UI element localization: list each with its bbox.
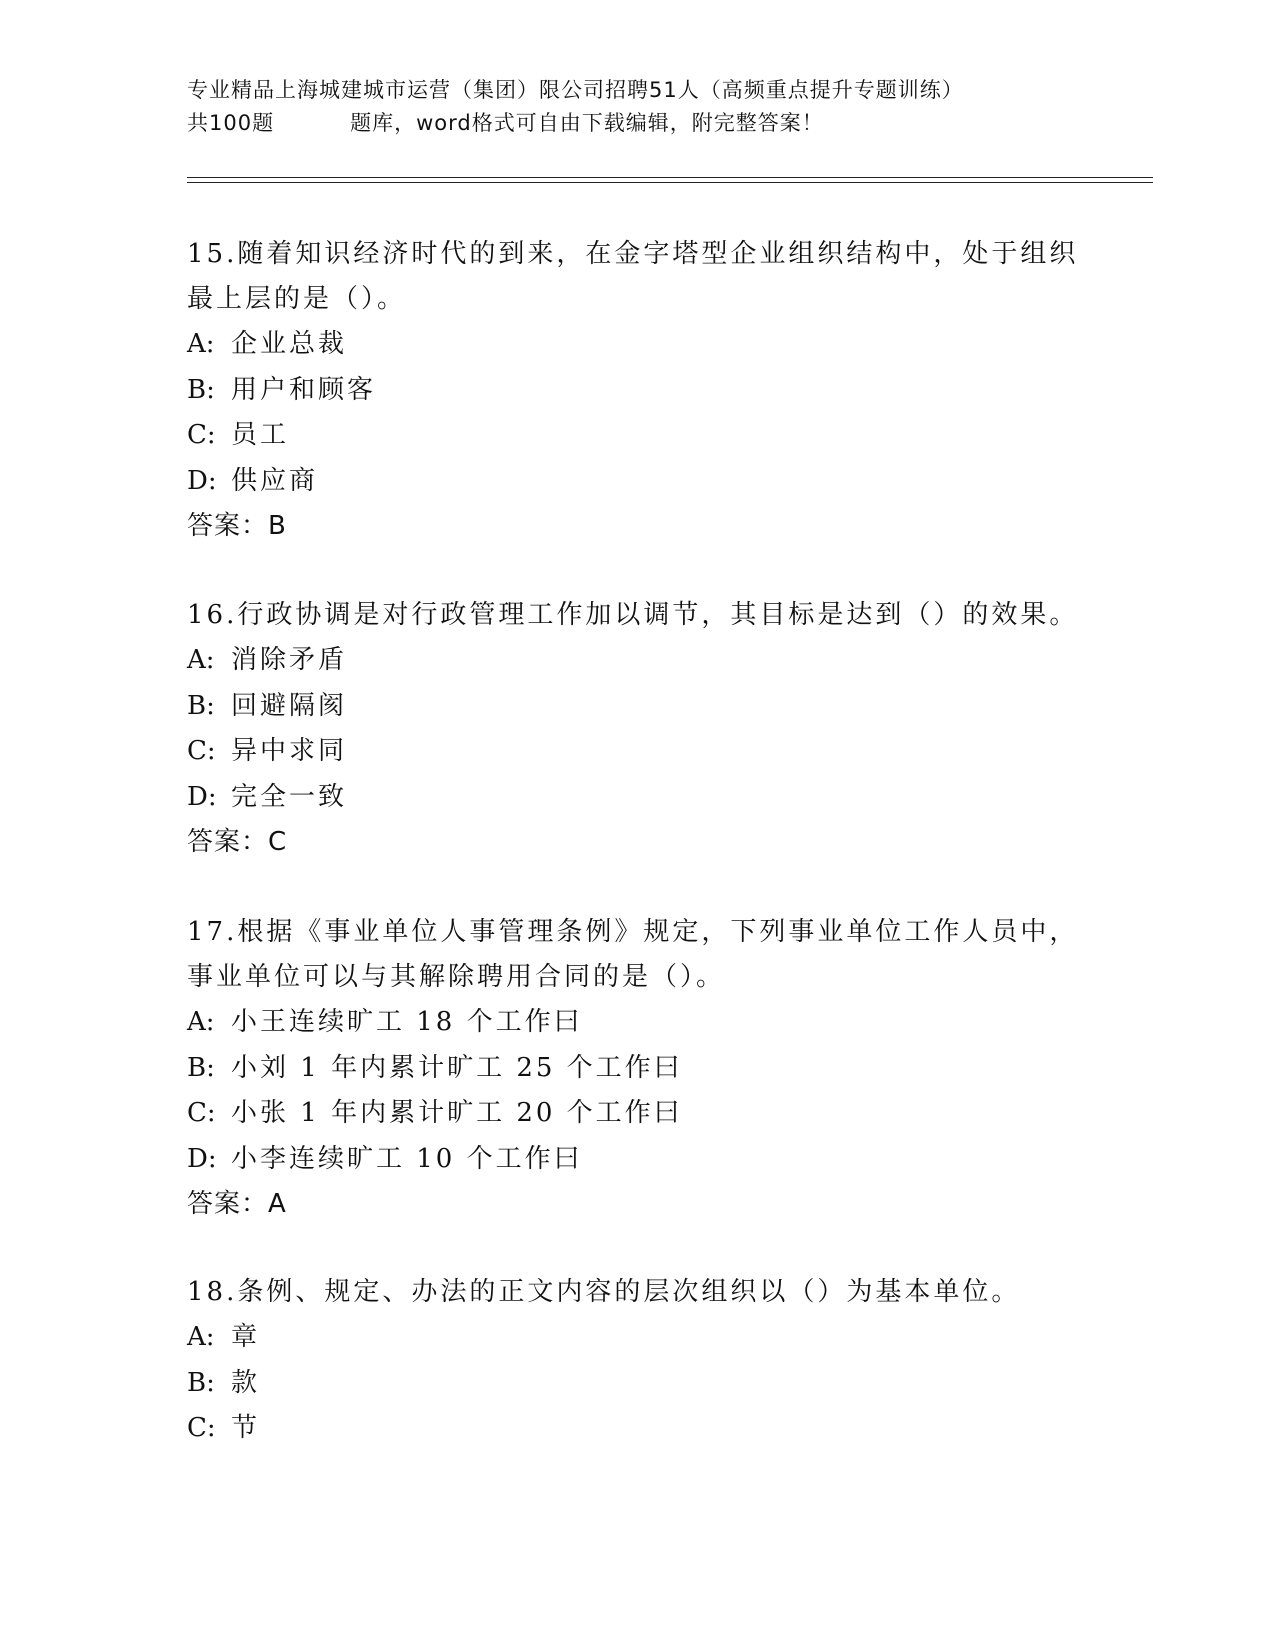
option-label: A: [187, 1322, 215, 1352]
option-c [187, 729, 1087, 775]
header-question-count: 共100题 [187, 111, 275, 135]
document-header [187, 74, 1087, 140]
option-d [187, 1137, 1087, 1183]
answer-text: 答案：A [187, 1189, 287, 1219]
option-text: 消除矛盾 [231, 645, 348, 675]
option-a [187, 1000, 1087, 1046]
option-c [187, 1406, 1087, 1452]
question-text: 15.随着知识经济时代的到来，在金字塔型企业组织结构中，处于组织 [187, 239, 1079, 269]
option-text: 员工 [231, 420, 290, 450]
option-text: 小张 1 年内累计旷工 20 个工作曰 [231, 1098, 683, 1128]
option-label: D: [187, 465, 217, 496]
question-text: 18.条例、规定、办法的正文内容的层次组织以（）为基本单位。 [187, 1277, 1021, 1307]
question-text-continued: 最上层的是（）。 [187, 284, 407, 314]
question-item [187, 593, 1087, 865]
option-text: 款 [231, 1367, 261, 1398]
option-d [187, 775, 1087, 821]
option-text: 完全一致 [231, 781, 348, 812]
option-label: A: [187, 1007, 215, 1037]
header-description: 题库，word格式可自由下载编辑，附完整答案！ [350, 111, 824, 135]
question-item [187, 910, 1087, 1227]
option-text: 用户和顾客 [231, 374, 377, 405]
option-a [187, 322, 1087, 368]
option-label: B: [187, 690, 215, 721]
question-text: 16.行政协调是对行政管理工作加以调节，其目标是达到（）的效果。 [187, 600, 1079, 630]
option-label: C: [187, 1413, 216, 1443]
option-label: C: [187, 1098, 216, 1128]
option-text: 企业总裁 [231, 329, 348, 359]
option-text: 小刘 1 年内累计旷工 25 个工作曰 [231, 1052, 683, 1083]
option-b [187, 1046, 1087, 1092]
option-c [187, 1091, 1087, 1137]
option-label: D: [187, 781, 217, 812]
option-text: 供应商 [231, 465, 319, 496]
header-title-line1: 专业精品上海城建城市运营（集团）限公司招聘51人（高频重点提升专题训练） [187, 78, 964, 102]
option-text: 小王连续旷工 18 个工作曰 [231, 1007, 583, 1037]
option-text: 节 [231, 1413, 261, 1443]
answer-text: 答案：B [187, 511, 287, 541]
option-label: B: [187, 374, 215, 405]
answer-text: 答案：C [187, 827, 288, 857]
question-item [187, 1270, 1087, 1452]
option-label: D: [187, 1143, 217, 1174]
option-text: 回避隔阂 [231, 690, 348, 721]
option-text: 章 [231, 1322, 261, 1352]
option-text: 异中求同 [231, 736, 348, 766]
option-c [187, 413, 1087, 459]
option-d [187, 459, 1087, 505]
option-b [187, 1361, 1087, 1407]
option-label: C: [187, 736, 216, 766]
option-b [187, 368, 1087, 414]
option-a [187, 638, 1087, 684]
header-title-line2 [187, 107, 1087, 140]
option-label: B: [187, 1367, 215, 1398]
option-label: B: [187, 1052, 215, 1083]
option-label: C: [187, 420, 216, 450]
header-divider-top [187, 177, 1153, 178]
question-item [187, 232, 1087, 549]
question-list [187, 232, 1087, 1452]
option-text: 小李连续旷工 10 个工作曰 [231, 1143, 583, 1174]
option-label: A: [187, 329, 215, 359]
option-a [187, 1315, 1087, 1361]
question-text-continued: 事业单位可以与其解除聘用合同的是（）。 [187, 962, 726, 992]
option-label: A: [187, 645, 215, 675]
header-divider-bottom [187, 182, 1153, 183]
option-b [187, 684, 1087, 730]
question-text: 17.根据《事业单位人事管理条例》规定，下列事业单位工作人员中， [187, 917, 1079, 947]
